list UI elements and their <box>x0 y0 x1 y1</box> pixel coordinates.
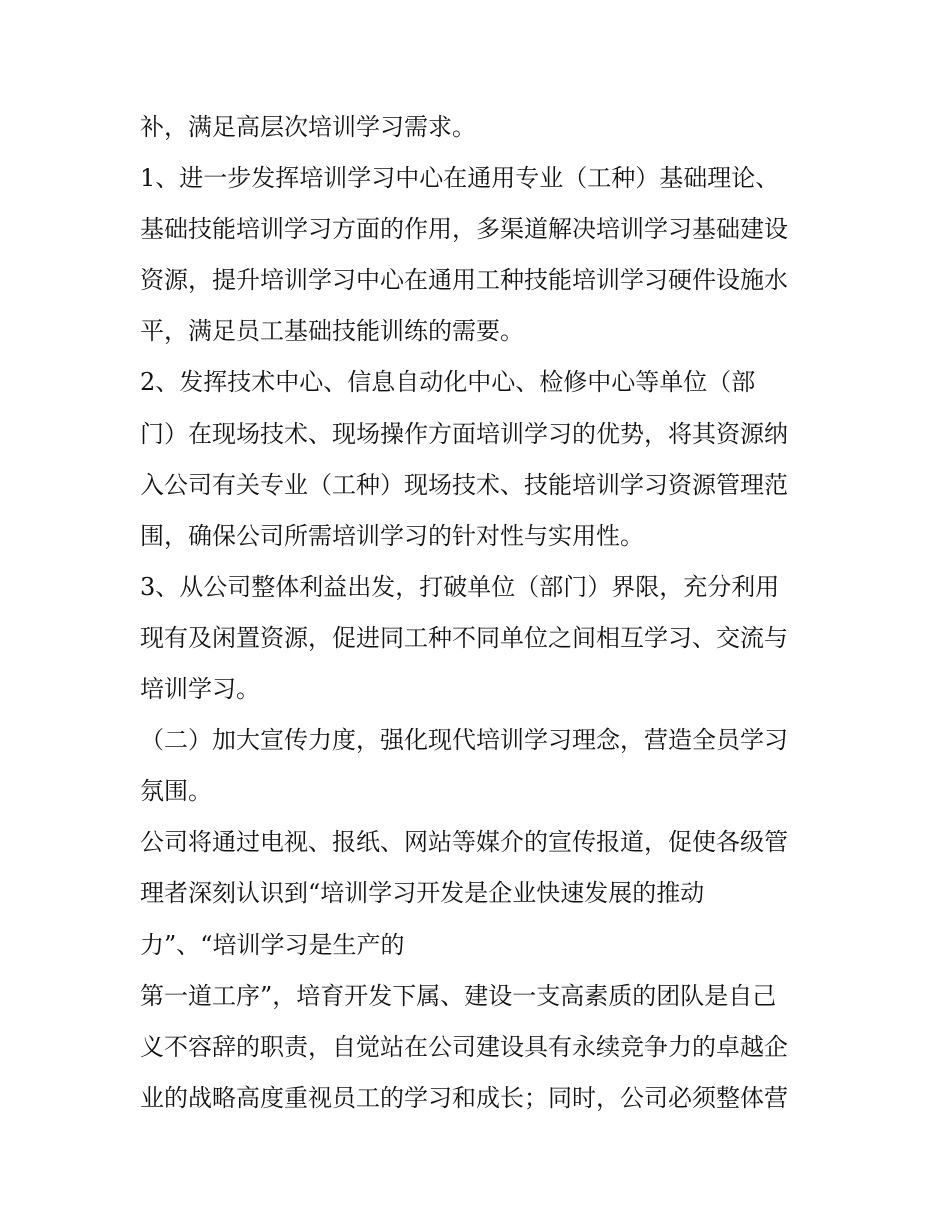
text-line: 2、发挥技术中心、信息自动化中心、检修中心等单位（部 <box>140 368 756 397</box>
text-line: 1、进一步发挥培训学习中心在通用专业（工种）基础理论、 <box>140 164 780 193</box>
text-line: 基础技能培训学习方面的作用，多渠道解决培训学习基础建设 <box>140 215 788 244</box>
text-line: 力”、“培训学习是生产的 <box>140 930 405 959</box>
text-line: 现有及闲置资源，促进同工种不同单位之间相互学习、交流与 <box>140 623 788 652</box>
text-line: 门）在现场技术、现场操作方面培训学习的优势，将其资源纳 <box>140 419 788 448</box>
text-line: 3、从公司整体利益出发，打破单位（部门）界限，充分利用 <box>140 572 780 601</box>
text-line: 培训学习。 <box>140 675 260 704</box>
text-line: 理者深刻认识到“培训学习开发是企业快速发展的推动 <box>140 879 705 908</box>
section-heading: （二）加大宣传力度，强化现代培训学习理念，营造全员学习 <box>140 726 788 755</box>
text-line: 第一道工序”，培育开发下属、建设一支高素质的团队是自己 <box>140 981 777 1010</box>
document-body <box>140 102 830 1124</box>
section-heading: 氛围。 <box>140 777 212 806</box>
text-line: 入公司有关专业（工种）现场技术、技能培训学习资源管理范 <box>140 470 788 499</box>
text-line: 围，确保公司所需培训学习的针对性与实用性。 <box>140 521 644 550</box>
text-line: 平，满足员工基础技能训练的需要。 <box>140 317 524 346</box>
text-line: 业的战略高度重视员工的学习和成长；同时，公司必须整体营 <box>140 1083 788 1112</box>
text-line: 义不容辞的职责，自觉站在公司建设具有永续竞争力的卓越企 <box>140 1032 788 1061</box>
text-line: 补，满足高层次培训学习需求。 <box>140 113 476 141</box>
text-line: 公司将通过电视、报纸、网站等媒介的宣传报道，促使各级管 <box>140 828 788 857</box>
text-line: 资源，提升培训学习中心在通用工种技能培训学习硬件设施水 <box>140 266 788 295</box>
